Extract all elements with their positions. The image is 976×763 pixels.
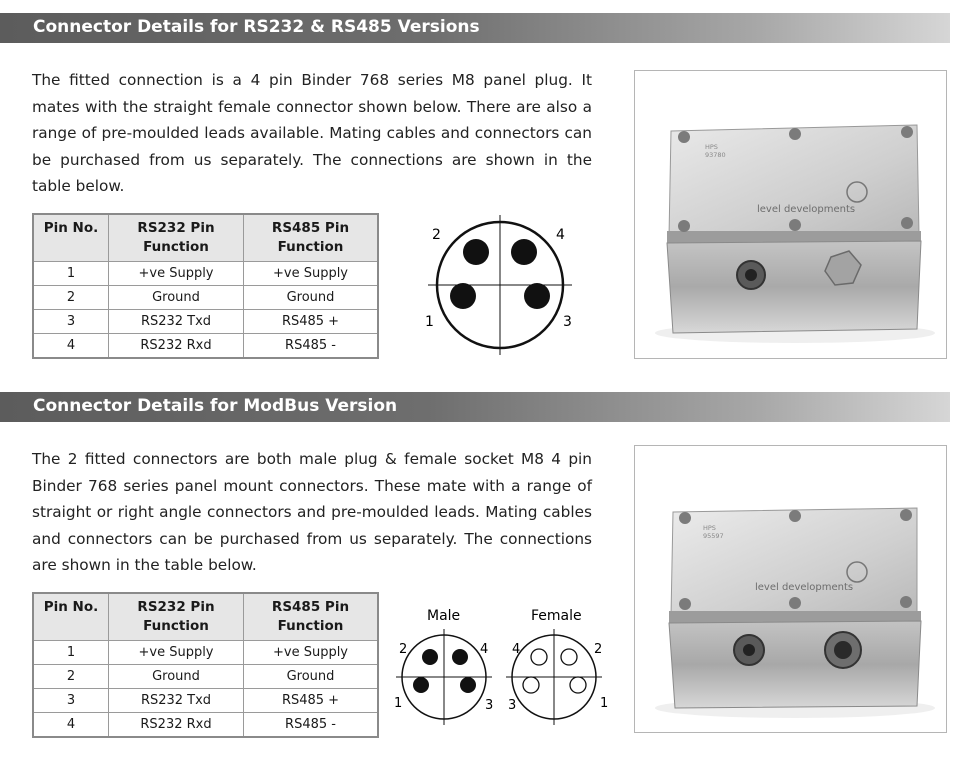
pin-label: 4 (480, 642, 489, 657)
male-connector (394, 629, 493, 725)
table-header-cell: RS232 Pin Function (109, 214, 244, 262)
pin-label: 2 (399, 642, 408, 657)
table-row (33, 286, 378, 310)
table-cell: 2 (33, 665, 109, 689)
socket-3-ring (523, 677, 539, 693)
female-label: Female (531, 608, 582, 624)
female-connector (506, 629, 608, 725)
pin-label: 3 (508, 698, 517, 713)
section-title: Connector Details for RS232 & RS485 Versions (33, 17, 480, 37)
table-cell: RS232 Txd (109, 310, 244, 334)
table-row (33, 310, 378, 334)
pin-table (32, 592, 379, 738)
pin-4-dot (511, 239, 537, 265)
label-text: 93780 (705, 151, 726, 159)
enclosure-illustration (635, 71, 946, 358)
enclosure-illustration (635, 446, 946, 732)
label-text: HPS (705, 143, 718, 151)
table-row (33, 262, 378, 286)
table-cell: 4 (33, 713, 109, 738)
table-header-cell: RS232 Pin Function (109, 593, 244, 641)
pin-label: 1 (394, 696, 403, 711)
table-cell: RS232 Rxd (109, 713, 244, 738)
table-row (33, 641, 378, 665)
pin-label: 2 (594, 642, 603, 657)
label-text: HPS (703, 524, 716, 532)
pin-label: 3 (485, 698, 494, 713)
table-cell: RS485 - (244, 713, 379, 738)
table-row (33, 334, 378, 359)
table-cell: RS232 Rxd (109, 334, 244, 359)
connector-pinout-diagram (410, 215, 590, 355)
pin-label: 4 (556, 227, 565, 243)
section-header (0, 13, 950, 43)
pin-label: 3 (563, 314, 572, 330)
table-cell: Ground (244, 286, 379, 310)
table-header-row (33, 593, 378, 641)
table-cell: +ve Supply (244, 641, 379, 665)
section-header (0, 392, 950, 422)
table-cell: RS485 + (244, 310, 379, 334)
brand-text: level developments (757, 204, 856, 215)
brand-text: level developments (755, 582, 854, 593)
male-female-pinout-diagram (388, 600, 618, 750)
pin-3-dot (524, 283, 550, 309)
table-cell: Ground (244, 665, 379, 689)
table-cell: +ve Supply (244, 262, 379, 286)
table-cell: 4 (33, 334, 109, 359)
table-cell: 2 (33, 286, 109, 310)
pin-4-dot (452, 649, 468, 665)
table-header-row (33, 214, 378, 262)
socket-4-ring (531, 649, 547, 665)
table-cell: RS485 + (244, 689, 379, 713)
table-row (33, 689, 378, 713)
table-cell: 1 (33, 641, 109, 665)
pin-table (32, 213, 379, 359)
table-cell: Ground (109, 665, 244, 689)
pin-label: 1 (600, 696, 609, 711)
table-cell: Ground (109, 286, 244, 310)
table-cell: 3 (33, 689, 109, 713)
pin-2-dot (422, 649, 438, 665)
section-paragraph: The fitted connection is a 4 pin Binder 768 series M8 panel plug. It mates with the straight female connector shown below. There are also a range of pre-moulded leads available. Mating cables and connectors can be purchased from us separately. The connections are shown in the table below. (32, 71, 592, 195)
section-title: Connector Details for ModBus Version (33, 396, 398, 416)
label-text: 95597 (703, 532, 724, 540)
table-header-cell: RS485 Pin Function (244, 214, 379, 262)
pin-1-dot (450, 283, 476, 309)
section-paragraph: The 2 fitted connectors are both male plug & female socket M8 4 pin Binder 768 series panel mount connectors. These mate with a range of straight or right angle connectors and pre-moulded leads. Mating cables and connectors can be purchased from us separately. The connections are shown in the table below. (32, 450, 592, 574)
table-row (33, 713, 378, 738)
pin-1-dot (413, 677, 429, 693)
pin-label: 4 (512, 642, 521, 657)
table-cell: 3 (33, 310, 109, 334)
socket-1-ring (570, 677, 586, 693)
table-header-cell: RS485 Pin Function (244, 593, 379, 641)
pin-label: 2 (432, 227, 441, 243)
table-cell: +ve Supply (109, 641, 244, 665)
table-cell: 1 (33, 262, 109, 286)
table-row (33, 665, 378, 689)
pin-3-dot (460, 677, 476, 693)
table-header-cell: Pin No. (33, 214, 109, 262)
table-cell: RS232 Txd (109, 689, 244, 713)
table-cell: RS485 - (244, 334, 379, 359)
table-header-cell: Pin No. (33, 593, 109, 641)
male-label: Male (427, 608, 461, 624)
product-photo (634, 445, 947, 733)
table-cell: +ve Supply (109, 262, 244, 286)
product-photo (634, 70, 947, 359)
socket-2-ring (561, 649, 577, 665)
pin-label: 1 (425, 314, 434, 330)
pin-2-dot (463, 239, 489, 265)
